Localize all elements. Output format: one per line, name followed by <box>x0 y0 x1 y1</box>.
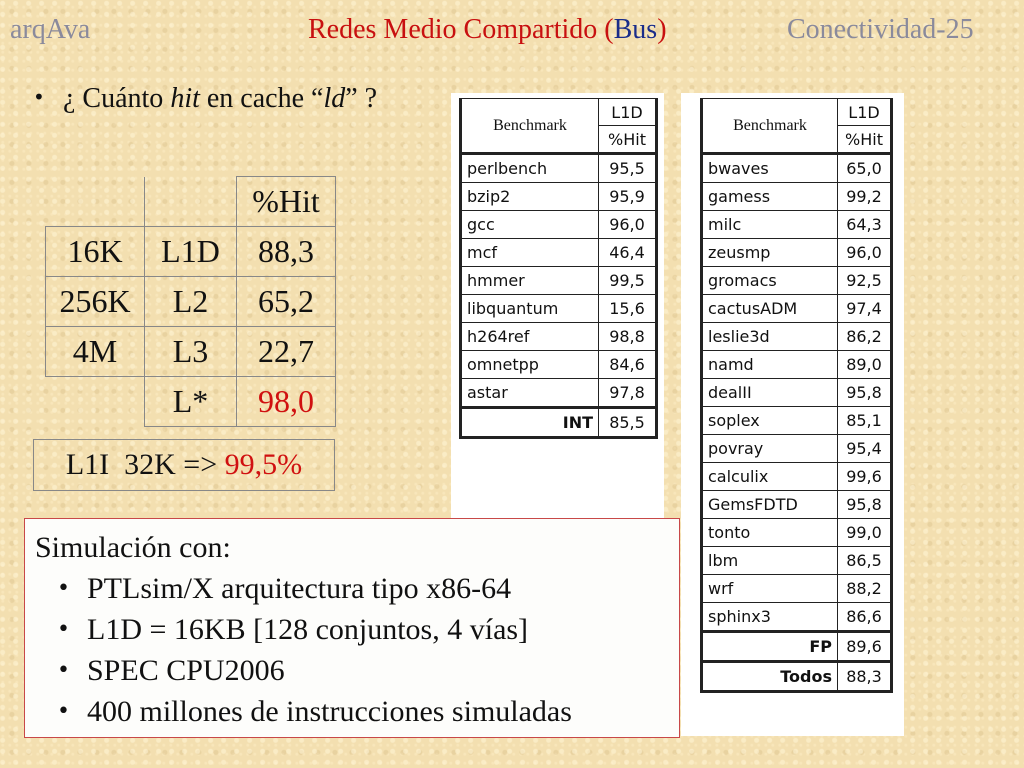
list-item <box>25 609 679 650</box>
question-part1: ¿ Cuánto <box>63 83 171 114</box>
simulation-item: L1D = 16KB [128 conjuntos, 4 vías] <box>87 613 529 646</box>
table-row <box>702 211 892 239</box>
question-part2: en cache “ <box>199 83 324 114</box>
l1d-header: L1D <box>838 99 892 126</box>
table-row <box>702 603 892 632</box>
table-row <box>702 379 892 407</box>
bench-name: cactusADM <box>702 295 838 323</box>
table-row <box>702 491 892 519</box>
list-item <box>25 691 679 732</box>
summary-name: FP <box>702 632 838 662</box>
bench-value: 99,0 <box>838 519 892 547</box>
bullet-icon: • <box>33 85 45 109</box>
table-row <box>702 519 892 547</box>
bench-name: lbm <box>702 547 838 575</box>
bench-value: 84,6 <box>599 351 657 379</box>
bench-name: namd <box>702 351 838 379</box>
fp-benchmark-table <box>700 98 893 693</box>
bench-name: mcf <box>461 239 599 267</box>
header-right-label: Conectividad-25 <box>787 14 974 45</box>
bench-value: 65,0 <box>838 154 892 183</box>
table-header-row <box>702 99 892 126</box>
bench-name: bwaves <box>702 154 838 183</box>
summary-name: Todos <box>702 662 838 692</box>
table-row <box>702 295 892 323</box>
cache-row <box>46 377 336 427</box>
slide-title-text: Redes Medio Compartido ( <box>308 14 614 45</box>
bench-name: leslie3d <box>702 323 838 351</box>
cache-header-empty <box>145 177 237 227</box>
summary-value: 89,6 <box>838 632 892 662</box>
table-row <box>702 575 892 603</box>
cache-level: L2 <box>145 277 237 327</box>
list-item <box>25 568 679 609</box>
bench-value: 99,6 <box>838 463 892 491</box>
cache-size: 4M <box>46 327 145 377</box>
hit-header: %Hit <box>599 126 657 154</box>
question-line <box>33 83 377 115</box>
bench-value: 97,8 <box>599 379 657 408</box>
bench-value: 95,8 <box>838 379 892 407</box>
simulation-box <box>24 518 680 738</box>
cache-hit: 88,3 <box>237 227 336 277</box>
l1i-value: 99,5% <box>224 448 303 481</box>
simulation-item: PTLsim/X arquitectura tipo x86-64 <box>87 572 512 605</box>
table-row <box>702 154 892 183</box>
bench-value: 98,8 <box>599 323 657 351</box>
cache-header-empty <box>46 177 145 227</box>
bench-value: 95,4 <box>838 435 892 463</box>
cache-row <box>46 277 336 327</box>
cache-hit-table <box>45 176 336 427</box>
bench-value: 88,2 <box>838 575 892 603</box>
bench-name: omnetpp <box>461 351 599 379</box>
header-left-label: arqAva <box>10 14 91 45</box>
list-item <box>25 650 679 691</box>
cache-row <box>46 327 336 377</box>
table-row <box>702 267 892 295</box>
bench-value: 46,4 <box>599 239 657 267</box>
bench-name: dealII <box>702 379 838 407</box>
table-row <box>702 463 892 491</box>
bench-value: 99,5 <box>599 267 657 295</box>
table-row <box>461 239 657 267</box>
table-row <box>702 239 892 267</box>
table-row <box>702 435 892 463</box>
cache-size: 256K <box>46 277 145 327</box>
bench-header: Benchmark <box>461 99 599 154</box>
bench-name: zeusmp <box>702 239 838 267</box>
summary-value: 88,3 <box>838 662 892 692</box>
question-hit: hit <box>170 83 200 114</box>
bench-name: sphinx3 <box>702 603 838 632</box>
summary-name: INT <box>461 408 599 438</box>
bench-name: hmmer <box>461 267 599 295</box>
l1d-header: L1D <box>599 99 657 126</box>
bench-name: milc <box>702 211 838 239</box>
bench-name: bzip2 <box>461 183 599 211</box>
bench-value: 97,4 <box>838 295 892 323</box>
table-row <box>461 183 657 211</box>
table-row <box>461 351 657 379</box>
bench-value: 95,9 <box>599 183 657 211</box>
question-ld: ld <box>323 83 346 114</box>
int-benchmark-panel <box>451 93 664 518</box>
hit-header: %Hit <box>838 126 892 154</box>
slide-title-bus: Bus <box>613 14 658 45</box>
table-row <box>461 154 657 183</box>
cache-hit: 65,2 <box>237 277 336 327</box>
summary-row <box>702 632 892 662</box>
bullet-icon: • <box>57 699 70 724</box>
bench-value: 95,5 <box>599 154 657 183</box>
bench-value: 86,6 <box>838 603 892 632</box>
cache-size <box>46 377 145 427</box>
bench-name: gromacs <box>702 267 838 295</box>
bullet-icon: • <box>57 576 70 601</box>
table-row <box>702 323 892 351</box>
cache-size: 16K <box>46 227 145 277</box>
table-row <box>461 323 657 351</box>
cache-header-row <box>46 177 336 227</box>
table-row <box>461 267 657 295</box>
int-benchmark-table <box>459 98 658 439</box>
question-part3: ” ? <box>345 83 378 114</box>
bench-name: gcc <box>461 211 599 239</box>
bench-value: 92,5 <box>838 267 892 295</box>
table-row <box>702 351 892 379</box>
slide-title-close: ) <box>657 14 667 45</box>
bullet-icon: • <box>57 658 70 683</box>
bench-name: astar <box>461 379 599 408</box>
table-row <box>461 379 657 408</box>
bench-value: 99,2 <box>838 183 892 211</box>
bench-value: 89,0 <box>838 351 892 379</box>
bench-value: 96,0 <box>599 211 657 239</box>
cache-header-hit: %Hit <box>237 177 336 227</box>
cache-level: L1D <box>145 227 237 277</box>
bench-name: perlbench <box>461 154 599 183</box>
cache-level: L3 <box>145 327 237 377</box>
table-row <box>702 183 892 211</box>
bench-name: gamess <box>702 183 838 211</box>
table-header-row <box>461 99 657 126</box>
fp-benchmark-panel <box>681 93 904 736</box>
bench-header: Benchmark <box>702 99 838 154</box>
bench-name: wrf <box>702 575 838 603</box>
simulation-item: 400 millones de instrucciones simuladas <box>87 695 572 728</box>
bullet-icon: • <box>57 617 70 642</box>
table-row <box>702 547 892 575</box>
l1i-box <box>33 439 335 491</box>
cache-hit: 98,0 <box>237 377 336 427</box>
slide-title <box>308 14 667 46</box>
bench-name: libquantum <box>461 295 599 323</box>
summary-row <box>461 408 657 438</box>
simulation-list <box>25 568 679 732</box>
cache-row <box>46 227 336 277</box>
bench-value: 15,6 <box>599 295 657 323</box>
bench-value: 85,1 <box>838 407 892 435</box>
bench-value: 96,0 <box>838 239 892 267</box>
bench-value: 64,3 <box>838 211 892 239</box>
bench-name: povray <box>702 435 838 463</box>
simulation-title: Simulación con: <box>35 531 231 564</box>
l1i-label: L1I 32K => <box>65 448 225 481</box>
simulation-item: SPEC CPU2006 <box>87 654 285 687</box>
bench-value: 86,5 <box>838 547 892 575</box>
bench-name: soplex <box>702 407 838 435</box>
summary-value: 85,5 <box>599 408 657 438</box>
table-row <box>461 211 657 239</box>
table-row <box>702 407 892 435</box>
bench-value: 86,2 <box>838 323 892 351</box>
cache-hit: 22,7 <box>237 327 336 377</box>
bench-name: GemsFDTD <box>702 491 838 519</box>
bench-name: h264ref <box>461 323 599 351</box>
table-row <box>461 295 657 323</box>
bench-value: 95,8 <box>838 491 892 519</box>
cache-level: L* <box>145 377 237 427</box>
bench-name: calculix <box>702 463 838 491</box>
summary-row <box>702 662 892 692</box>
bench-name: tonto <box>702 519 838 547</box>
